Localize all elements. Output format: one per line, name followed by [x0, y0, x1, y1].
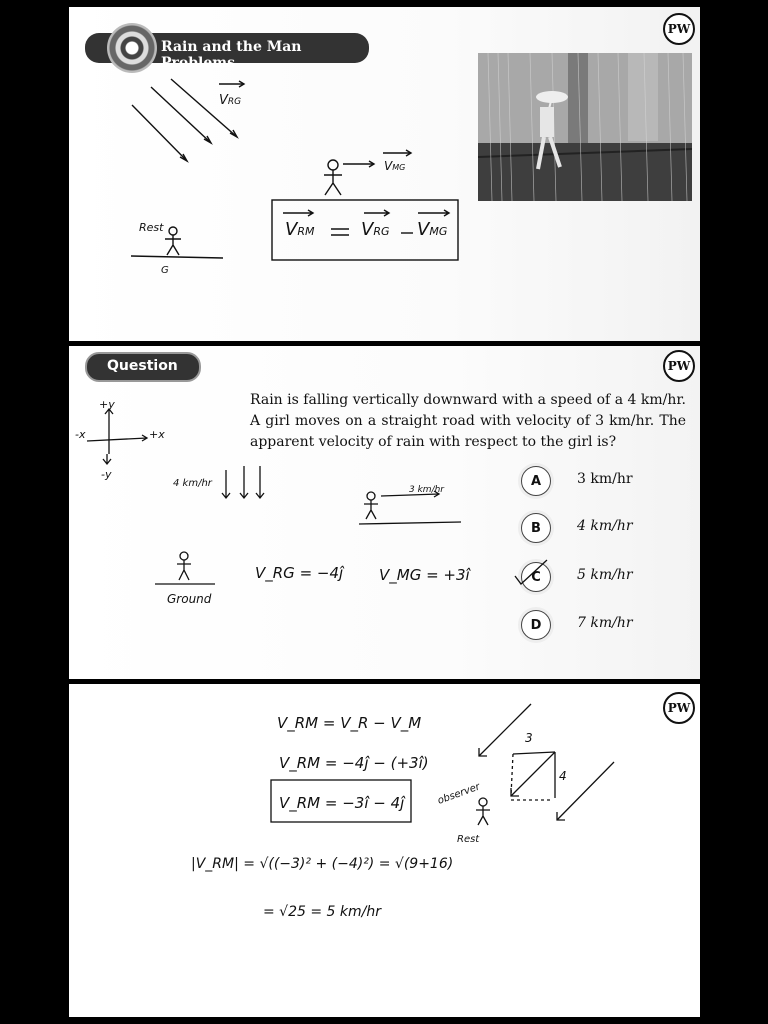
pw-logo: PW — [663, 692, 695, 724]
rain-speed-note: 4 km/hr — [173, 478, 212, 489]
option-d-text: 7 km/hr — [577, 615, 633, 631]
svg-text:G: G — [161, 265, 169, 276]
axis-plus-y: +y — [99, 398, 115, 411]
handwritten-notes-slide1 — [69, 7, 700, 341]
v-rg-equation: V_RG = −4ĵ — [255, 564, 344, 582]
handwritten-solution — [69, 684, 700, 1017]
side-3-label: 3 — [525, 731, 533, 745]
svg-text:VRM: VRM — [285, 219, 315, 240]
question-text: Rain is falling vertically downward with a speed of a 4 km/hr. A girl moves on a straight road with velocity of 3 km/hr. The apparent velocity of rain with respect to the girl is? — [250, 392, 686, 450]
slide-question — [69, 346, 700, 679]
axis-minus-x: -x — [75, 428, 86, 441]
observer-note: observer — [436, 781, 482, 807]
v-mg-equation: V_MG = +3î — [379, 566, 470, 584]
solution-line-2: V_RM = −4ĵ − (+3î) — [279, 754, 429, 772]
svg-text:VMG: VMG — [384, 159, 406, 173]
slide-rain-man-intro — [69, 7, 700, 341]
option-b-text: 4 km/hr — [577, 518, 633, 534]
axis-plus-x: +x — [149, 428, 165, 441]
ground-note: Ground — [167, 592, 212, 606]
solution-line-1: V_RM = V_R − V_M — [277, 714, 422, 732]
girl-speed-note: 3 km/hr — [409, 485, 445, 495]
slide-solution — [69, 684, 700, 1017]
handwritten-notes-slide2 — [69, 346, 700, 679]
solution-line-3: V_RM = −3î − 4ĵ — [279, 794, 405, 812]
magnitude-line-2: = √25 = 5 km/hr — [263, 904, 381, 920]
side-4-label: 4 — [559, 769, 567, 783]
rest-note: Rest — [457, 834, 480, 845]
option-c-text: 5 km/hr — [577, 567, 633, 583]
pw-logo: PW — [663, 13, 695, 45]
axis-minus-y: -y — [101, 468, 112, 481]
option-a-text: 3 km/hr — [577, 471, 633, 487]
svg-text:Rest: Rest — [139, 221, 164, 234]
svg-text:VMG: VMG — [417, 219, 448, 240]
magnitude-line-1: |V_RM| = √((−3)² + (−4)²) = √(9+16) — [191, 856, 454, 872]
option-c-badge: C — [521, 562, 551, 592]
option-b-badge: B — [521, 513, 551, 543]
option-d-badge: D — [521, 610, 551, 640]
svg-text:VRG: VRG — [219, 93, 242, 108]
section-title: Rain and the Man Problems — [161, 39, 302, 71]
question-badge-label: Question — [107, 358, 178, 374]
svg-text:VRG: VRG — [361, 219, 390, 240]
option-a-badge: A — [521, 466, 551, 496]
pw-logo: PW — [663, 350, 695, 382]
